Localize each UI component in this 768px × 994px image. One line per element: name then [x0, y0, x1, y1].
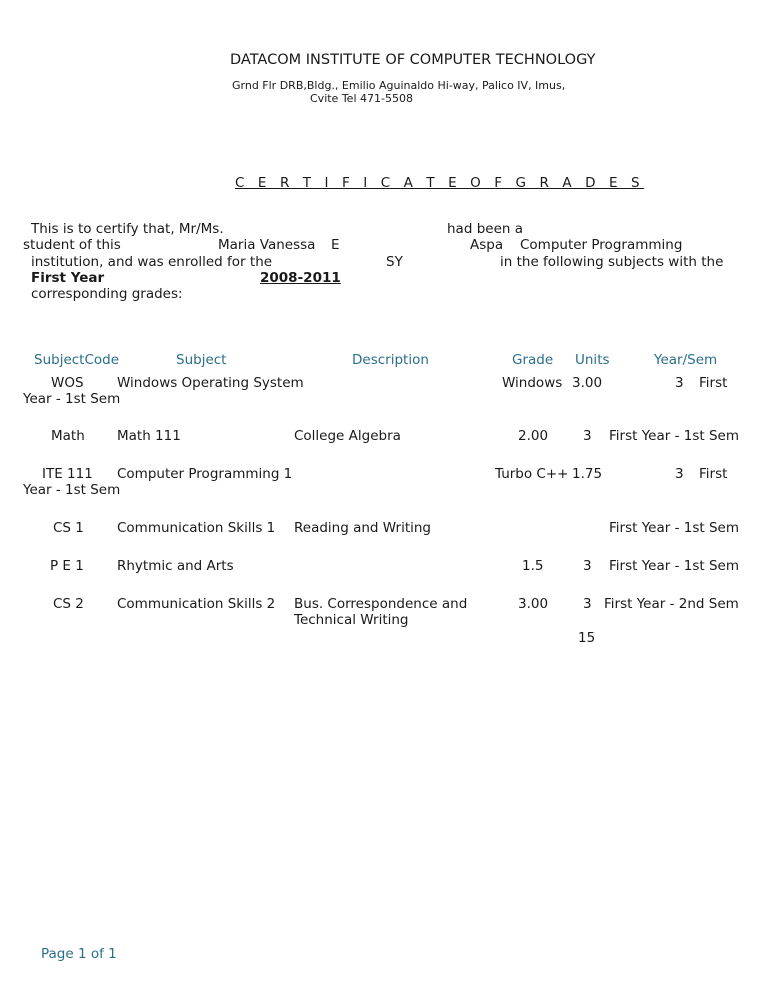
student-first-name: Maria Vanessa	[218, 237, 316, 253]
para-text-3: student of this	[23, 237, 121, 253]
header-description: Description	[352, 352, 429, 368]
row-5-units: 3	[583, 558, 592, 574]
row-1-units: 3	[675, 375, 684, 391]
row-1-code: WOS	[51, 375, 84, 391]
row-4-yearsem: First Year - 1st Sem	[609, 520, 739, 536]
total-units: 15	[578, 630, 596, 646]
row-2-code: Math	[51, 428, 85, 444]
para-text-4: institution, and was enrolled for the	[31, 254, 273, 270]
row-1-description: Windows	[502, 375, 563, 391]
row-6-units: 3	[583, 596, 592, 612]
para-text-5: in the following subjects with the	[500, 254, 724, 270]
row-1-subject: Windows Operating System	[117, 375, 304, 391]
address-line-2: Cvite Tel 471-5508	[310, 92, 413, 105]
row-2-units: 3	[583, 428, 592, 444]
header-subject: Subject	[176, 352, 227, 368]
row-6-grade: 3.00	[518, 596, 549, 612]
row-2-grade: 2.00	[518, 428, 549, 444]
row-3-yearsem-b: Year - 1st Sem	[23, 482, 121, 498]
para-text-6: corresponding grades:	[31, 286, 183, 302]
row-4-code: CS 1	[53, 520, 84, 536]
institute-name: DATACOM INSTITUTE OF COMPUTER TECHNOLOGY	[230, 52, 596, 68]
row-3-description: Turbo C++	[495, 466, 569, 482]
address-line-1: Grnd Flr DRB,Bldg., Emilio Aguinaldo Hi-way, Palico IV, Imus,	[232, 79, 566, 92]
header-year-sem: Year/Sem	[654, 352, 718, 368]
row-2-subject: Math 111	[117, 428, 181, 444]
row-1-yearsem-b: Year - 1st Sem	[23, 391, 121, 407]
student-middle-initial: E	[331, 237, 340, 253]
row-6-description-b: Technical Writing	[294, 612, 409, 628]
row-3-units: 3	[675, 466, 684, 482]
certificate-title: C E R T I F I C A T E O F G R A D E S	[235, 175, 645, 191]
row-2-yearsem: First Year - 1st Sem	[609, 428, 739, 444]
school-year: 2008-2011	[260, 270, 341, 286]
row-6-yearsem: First Year - 2nd Sem	[604, 596, 739, 612]
header-units: Units	[575, 352, 610, 368]
row-1-grade: 3.00	[572, 375, 603, 391]
sy-label: SY	[386, 254, 403, 270]
header-subject-code: SubjectCode	[34, 352, 120, 368]
row-3-subject: Computer Programming 1	[117, 466, 293, 482]
page-indicator: Page 1 of 1	[41, 946, 117, 962]
row-2-description: College Algebra	[294, 428, 401, 444]
row-5-subject: Rhytmic and Arts	[117, 558, 234, 574]
row-6-code: CS 2	[53, 596, 84, 612]
row-3-yearsem-a: First	[699, 466, 728, 482]
row-5-yearsem: First Year - 1st Sem	[609, 558, 739, 574]
student-last-name: Aspa	[470, 237, 504, 253]
course-name: Computer Programming	[520, 237, 683, 253]
row-5-grade: 1.5	[522, 558, 544, 574]
row-1-yearsem-a: First	[699, 375, 728, 391]
header-grade: Grade	[512, 352, 554, 368]
para-text-2: had been a	[447, 221, 523, 237]
para-text-1: This is to certify that, Mr/Ms.	[31, 221, 224, 237]
row-6-subject: Communication Skills 2	[117, 596, 276, 612]
row-4-subject: Communication Skills 1	[117, 520, 276, 536]
year-level: First Year	[31, 270, 105, 286]
row-6-description-a: Bus. Correspondence and	[294, 596, 468, 612]
row-4-description: Reading and Writing	[294, 520, 431, 536]
row-3-code: ITE 111	[42, 466, 93, 482]
row-5-code: P E 1	[50, 558, 84, 574]
row-3-grade: 1.75	[572, 466, 603, 482]
